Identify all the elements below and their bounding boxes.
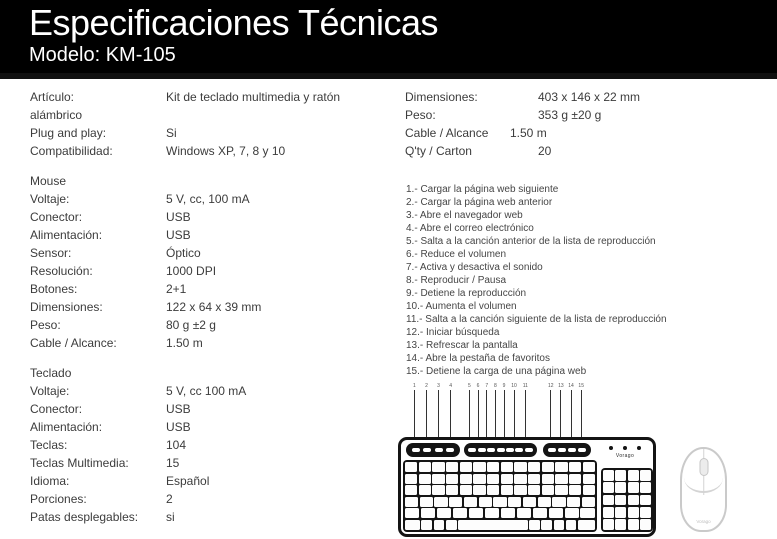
mouse-spec-group <box>30 190 390 352</box>
key <box>569 485 581 495</box>
key <box>501 462 513 472</box>
key <box>485 508 499 518</box>
key <box>566 520 577 530</box>
keyboard-numpad <box>601 468 653 532</box>
spec-row <box>30 106 390 124</box>
spec-row <box>30 142 390 160</box>
key <box>446 474 458 484</box>
key-row <box>405 462 595 472</box>
keyboard-section-heading: Teclado <box>30 366 72 380</box>
numpad-key <box>603 495 614 506</box>
spec-label: Teclas Multimedia: <box>30 456 129 470</box>
key-row <box>405 520 595 530</box>
spec-value: USB <box>166 210 191 224</box>
spec-value: Si <box>166 126 177 140</box>
function-list-item: 2.- Cargar la página web anterior <box>406 197 553 208</box>
key <box>528 462 540 472</box>
led-indicators <box>599 442 651 450</box>
keyboard-brand-label: Vorago <box>615 453 635 459</box>
spec-row <box>30 400 390 418</box>
spec-row <box>30 190 390 208</box>
callout-line <box>571 390 572 437</box>
key <box>405 497 418 507</box>
spec-label: Patas desplegables: <box>30 510 139 524</box>
key <box>523 497 536 507</box>
numpad-key <box>615 507 626 518</box>
mouse-brand-label: Vorago <box>696 519 711 524</box>
spec-value: 104 <box>166 438 187 452</box>
spec-row <box>30 262 390 280</box>
key <box>542 485 554 495</box>
spec-row <box>30 382 390 400</box>
key-row <box>405 474 595 484</box>
callout <box>468 383 471 437</box>
key <box>542 462 554 472</box>
callout-number: 7 <box>485 383 489 389</box>
numpad-key <box>628 470 639 481</box>
spec-row <box>30 454 390 472</box>
mouse-section-heading: Mouse <box>30 174 67 188</box>
spec-row <box>30 124 390 142</box>
spec-label: Artículo: <box>30 90 75 104</box>
spec-label: Dimensiones: <box>405 90 478 104</box>
numpad-key <box>628 482 639 493</box>
key <box>583 485 595 495</box>
callout <box>523 383 528 437</box>
media-key-group-2 <box>464 443 537 457</box>
callout-line <box>550 390 551 437</box>
media-key <box>446 448 454 452</box>
callout-number: 3 <box>437 383 440 389</box>
callout-line <box>438 390 439 437</box>
callout-line <box>525 390 526 437</box>
spec-label: alámbrico <box>30 108 83 122</box>
spec-row <box>30 244 390 262</box>
media-key <box>478 448 486 452</box>
key <box>405 462 417 472</box>
callout <box>578 383 584 437</box>
spec-value: USB <box>166 402 191 416</box>
key <box>405 520 420 530</box>
callout <box>558 383 564 437</box>
numpad-key <box>603 507 614 518</box>
spec-row <box>30 436 390 454</box>
callout-number: 13 <box>558 383 564 389</box>
spec-label: Alimentación: <box>30 228 103 242</box>
media-key <box>435 448 443 452</box>
spec-value: 5 V, cc 100 mA <box>166 384 247 398</box>
spec-row <box>30 418 390 436</box>
callout-number: 12 <box>548 383 554 389</box>
spec-row <box>30 208 390 226</box>
key <box>446 462 458 472</box>
spec-row <box>405 106 770 124</box>
callout-line <box>495 390 496 437</box>
numpad-key <box>603 519 614 530</box>
media-key <box>515 448 523 452</box>
spec-label: Conector: <box>30 210 83 224</box>
key <box>419 485 431 495</box>
spec-row <box>30 508 390 526</box>
numpad-key <box>640 519 651 530</box>
media-key <box>506 448 514 452</box>
callout <box>449 383 452 437</box>
key <box>569 462 581 472</box>
key <box>434 497 447 507</box>
spec-row <box>30 280 390 298</box>
key <box>508 497 521 507</box>
numpad-key <box>603 482 614 493</box>
function-list-item: 12.- Iniciar búsqueda <box>406 327 500 338</box>
function-list-item: 8.- Reproducir / Pausa <box>406 275 507 286</box>
key <box>583 462 595 472</box>
key <box>446 485 458 495</box>
numpad-key <box>615 519 626 530</box>
callout-line <box>486 390 487 437</box>
led-dot <box>609 446 613 450</box>
callout <box>485 383 488 437</box>
spec-row <box>30 334 390 352</box>
keyboard-drawing <box>398 437 656 537</box>
function-list-item: 13.- Refrescar la pantalla <box>406 340 518 351</box>
key <box>514 462 526 472</box>
keyboard-figure <box>396 383 664 537</box>
key <box>528 474 540 484</box>
key <box>565 508 579 518</box>
spec-value: Óptico <box>166 246 201 260</box>
key <box>420 497 433 507</box>
function-list-item: 5.- Salta a la canción anterior de la lista de reproducción <box>406 236 656 247</box>
key <box>583 474 595 484</box>
callout <box>548 383 554 437</box>
key-row <box>405 508 595 518</box>
spec-value: 1.50 m <box>166 336 203 350</box>
media-key <box>525 448 533 452</box>
key <box>567 497 580 507</box>
package-spec-column <box>405 88 770 160</box>
spec-value: 403 x 146 x 22 mm <box>538 90 641 104</box>
spec-value: USB <box>166 420 191 434</box>
key <box>419 474 431 484</box>
spec-row <box>405 124 770 142</box>
callout-number: 1 <box>413 383 416 389</box>
spec-row <box>30 490 390 508</box>
numpad-key <box>640 470 651 481</box>
spec-label: Peso: <box>405 108 436 122</box>
key <box>446 520 457 530</box>
key <box>405 474 417 484</box>
spec-label: Voltaje: <box>30 384 70 398</box>
spec-value: Windows XP, 7, 8 y 10 <box>166 144 286 158</box>
key <box>549 508 563 518</box>
key <box>555 485 567 495</box>
key <box>501 485 513 495</box>
key <box>582 497 595 507</box>
spec-row <box>30 472 390 490</box>
left-spec-column <box>30 88 390 526</box>
spec-value: 80 g ±2 g <box>166 318 216 332</box>
key <box>529 520 540 530</box>
spec-label: Teclas: <box>30 438 68 452</box>
callout <box>477 383 480 437</box>
media-key <box>412 448 420 452</box>
callout <box>437 383 440 437</box>
callout-number: 11 <box>522 383 528 389</box>
media-key <box>558 448 566 452</box>
numpad-key <box>628 507 639 518</box>
function-list-item: 3.- Abre el navegador web <box>406 210 523 221</box>
media-key <box>487 448 495 452</box>
key <box>473 462 485 472</box>
callout-number: 5 <box>468 383 471 389</box>
spec-value: 353 g ±20 g <box>538 108 602 122</box>
numpad-key <box>615 482 626 493</box>
key <box>405 485 417 495</box>
spec-value: 20 <box>538 144 552 158</box>
led-dot <box>637 446 641 450</box>
general-spec-group <box>30 88 390 160</box>
spec-row <box>30 298 390 316</box>
spec-label: Botones: <box>30 282 78 296</box>
spec-value: 2+1 <box>166 282 187 296</box>
key <box>517 508 531 518</box>
key <box>501 474 513 484</box>
key <box>514 474 526 484</box>
page-title: Especificaciones Técnicas <box>29 2 439 43</box>
numpad-key <box>615 495 626 506</box>
keyboard-spec-group <box>30 382 390 526</box>
function-list-item: 6.- Reduce el volumen <box>406 249 507 260</box>
spec-label: Cable / Alcance <box>405 126 489 140</box>
callout <box>503 383 506 437</box>
key <box>460 474 472 484</box>
key <box>405 508 419 518</box>
key <box>432 485 444 495</box>
spec-label: Conector: <box>30 402 83 416</box>
callout-line <box>478 390 479 437</box>
key <box>453 508 467 518</box>
callout-number: 9 <box>502 383 506 389</box>
key <box>464 497 477 507</box>
key <box>501 508 515 518</box>
key <box>421 520 432 530</box>
key <box>554 520 565 530</box>
spec-value <box>166 106 390 124</box>
callout-number: 10 <box>511 383 517 389</box>
callout-line <box>560 390 561 437</box>
spec-label: Peso: <box>30 318 61 332</box>
key <box>479 497 492 507</box>
key <box>514 485 526 495</box>
spec-value: si <box>166 510 175 524</box>
spec-row <box>405 142 770 160</box>
key <box>469 508 483 518</box>
key <box>432 462 444 472</box>
spec-value: 15 <box>166 456 180 470</box>
key <box>541 520 552 530</box>
key-row <box>405 497 595 507</box>
function-list-item: 4.- Abre el correo electrónico <box>406 223 534 234</box>
function-list-item: 9.- Detiene la reproducción <box>406 288 527 299</box>
key <box>580 508 594 518</box>
key <box>432 474 444 484</box>
spec-value: 1.50 m <box>510 126 547 140</box>
spec-label: Resolución: <box>30 264 93 278</box>
media-key-group-3 <box>543 443 591 457</box>
media-key <box>468 448 476 452</box>
callout-line <box>414 390 415 437</box>
spec-label: Compatibilidad: <box>30 144 113 158</box>
mouse-figure <box>680 447 727 532</box>
spec-value: Kit de teclado multimedia y ratón <box>166 90 341 104</box>
numpad-key <box>615 470 626 481</box>
callout-group-2 <box>468 383 528 437</box>
function-list-item: 14.- Abre la pestaña de favoritos <box>406 353 550 364</box>
callout-line <box>504 390 505 437</box>
media-key <box>548 448 556 452</box>
spec-label: Sensor: <box>30 246 72 260</box>
callout <box>413 383 416 437</box>
callout-group-3 <box>548 383 584 437</box>
key <box>552 497 565 507</box>
numpad-key <box>628 519 639 530</box>
numpad-key <box>628 495 639 506</box>
media-key <box>578 448 586 452</box>
function-list-item: 11.- Salta a la canción siguiente de la lista de reproducción <box>406 314 667 325</box>
function-list-item: 10.- Aumenta el volumen <box>406 301 517 312</box>
key <box>473 485 485 495</box>
mouse-body-seam <box>684 477 723 493</box>
led-dot <box>623 446 627 450</box>
callout-line <box>514 390 515 437</box>
callout-number: 14 <box>568 383 574 389</box>
key <box>533 508 547 518</box>
key <box>487 485 499 495</box>
key <box>542 474 554 484</box>
spec-row <box>405 88 770 106</box>
function-list-item: 1.- Cargar la página web siguiente <box>406 184 559 195</box>
numpad-key <box>640 507 651 518</box>
callout-number: 15 <box>578 383 584 389</box>
key <box>487 474 499 484</box>
callout-group-1 <box>413 383 452 437</box>
key-row <box>405 485 595 495</box>
key <box>493 497 506 507</box>
key <box>449 497 462 507</box>
callout-line <box>426 390 427 437</box>
callout-line <box>450 390 451 437</box>
spec-value: 2 <box>166 492 173 506</box>
spec-value: USB <box>166 228 191 242</box>
model-subtitle: Modelo: KM-105 <box>29 44 176 66</box>
callout-line <box>581 390 582 437</box>
spec-row <box>30 316 390 334</box>
spec-value: 122 x 64 x 39 mm <box>166 300 262 314</box>
key <box>421 508 435 518</box>
spec-row <box>30 226 390 244</box>
function-list-item: 15.- Detiene la carga de una página web <box>406 366 587 377</box>
key <box>460 462 472 472</box>
spec-label: Q'ty / Carton <box>405 144 472 158</box>
callout <box>425 383 428 437</box>
key <box>569 474 581 484</box>
spec-value: Español <box>166 474 210 488</box>
key <box>419 462 431 472</box>
callout <box>511 383 517 437</box>
media-key <box>497 448 505 452</box>
key <box>555 462 567 472</box>
media-key-group-1 <box>406 443 460 457</box>
key <box>458 520 528 530</box>
mouse-scroll-wheel <box>699 458 708 476</box>
spec-label: Cable / Alcance: <box>30 336 117 350</box>
callout-line <box>469 390 470 437</box>
key <box>555 474 567 484</box>
key <box>434 520 445 530</box>
key <box>460 485 472 495</box>
led-panel <box>599 442 651 466</box>
key <box>578 520 595 530</box>
numpad-key <box>640 482 651 493</box>
callout <box>568 383 574 437</box>
key <box>538 497 551 507</box>
callout-number: 4 <box>449 383 452 389</box>
spec-label: Voltaje: <box>30 192 70 206</box>
spec-label: Idioma: <box>30 474 70 488</box>
spec-value: 1000 DPI <box>166 264 217 278</box>
key <box>473 474 485 484</box>
callout <box>494 383 497 437</box>
callout-number: 2 <box>425 383 428 389</box>
callout-number: 6 <box>476 383 480 389</box>
spec-label: Plug and play: <box>30 126 107 140</box>
key <box>528 485 540 495</box>
header-banner <box>0 0 777 79</box>
multimedia-functions-list <box>406 183 771 378</box>
spec-label: Porciones: <box>30 492 87 506</box>
spec-value: 5 V, cc, 100 mA <box>166 192 250 206</box>
spec-row <box>30 88 390 106</box>
numpad-key <box>640 495 651 506</box>
callout-number: 8 <box>493 383 497 389</box>
function-list-item: 7.- Activa y desactiva el sonido <box>406 262 543 273</box>
key <box>487 462 499 472</box>
spec-label: Alimentación: <box>30 420 103 434</box>
key <box>437 508 451 518</box>
keyboard-main-keys <box>403 460 597 532</box>
numpad-key <box>603 470 614 481</box>
media-key <box>568 448 576 452</box>
media-key <box>423 448 431 452</box>
spec-label: Dimensiones: <box>30 300 103 314</box>
